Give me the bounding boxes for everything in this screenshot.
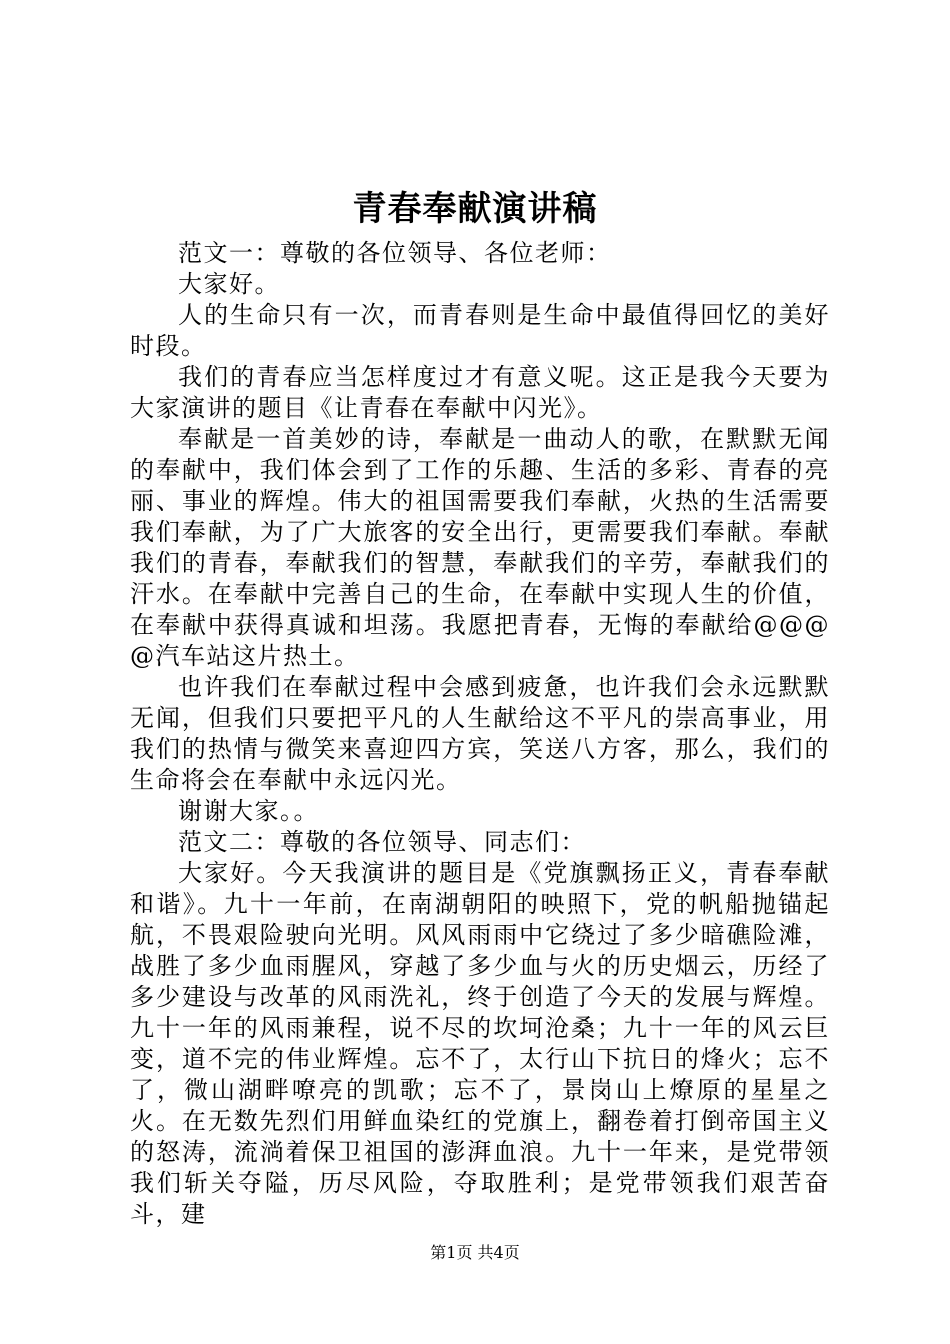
page-footer: 第1页 共4页 <box>430 1243 520 1262</box>
paragraph: 范文二：尊敬的各位领导、同志们： <box>178 828 586 856</box>
document-title: 青春奉献演讲稿 <box>352 189 598 229</box>
document-body <box>130 238 830 1230</box>
paragraph: 大家好。 <box>178 270 280 298</box>
paragraph: 谢谢大家。。 <box>178 797 319 825</box>
paragraph: 奉献是一首美妙的诗，奉献是一曲动人的歌，在默默无闻的奉献中，我们体会到了工作的乐趣、生活的多彩、青春的亮丽、事业的辉煌。伟大的祖国需要我们奉献，火热的生活需要我们奉献，为了广大旅客的安全出行，更需要我们奉献。奉献我们的青春，奉献我们的智慧，奉献我们的辛劳，奉献我们的汗水。在奉献中完善自己的生命，在奉献中实现人生的价值，在奉献中获得真诚和坦荡。我愿把青春，无悔的奉献给@@@@汽车站这片热土。 <box>130 425 830 670</box>
paragraph: 也许我们在奉献过程中会感到疲惫，也许我们会永远默默无闻，但我们只要把平凡的人生献给这不平凡的崇高事业，用我们的热情与微笑来喜迎四方宾，笑送八方客，那么，我们的生命将会在奉献中永远闪光。 <box>130 673 830 794</box>
paragraph: 大家好。今天我演讲的题目是《党旗飘扬正义，青春奉献和谐》。九十一年前，在南湖朝阳的映照下，党的帆船抛锚起航，不畏艰险驶向光明。风风雨雨中它绕过了多少暗礁险滩，战胜了多少血雨腥风，穿越了多少血与火的历史烟云，历经了多少建设与改革的风雨洗礼，终于创造了今天的发展与辉煌。九十一年的风雨兼程，说不尽的坎坷沧桑；九十一年的风云巨变，道不完的伟业辉煌。忘不了，太行山下抗日的烽火；忘不了，微山湖畔嘹亮的凯歌；忘不了，景岗山上燎原的星星之火。在无数先烈们用鲜血染红的党旗上，翻卷着打倒帝国主义的怒涛，流淌着保卫祖国的澎湃血浪。九十一年来，是党带领我们斩关夺隘，历尽风险，夺取胜利；是党带领我们艰苦奋斗，建 <box>130 859 830 1228</box>
paragraph: 人的生命只有一次，而青春则是生命中最值得回忆的美好时段。 <box>130 301 830 360</box>
paragraph: 我们的青春应当怎样度过才有意义呢。这正是我今天要为大家演讲的题目《让青春在奉献中闪光》。 <box>130 363 830 422</box>
paragraph: 范文一：尊敬的各位领导、各位老师： <box>178 239 612 267</box>
